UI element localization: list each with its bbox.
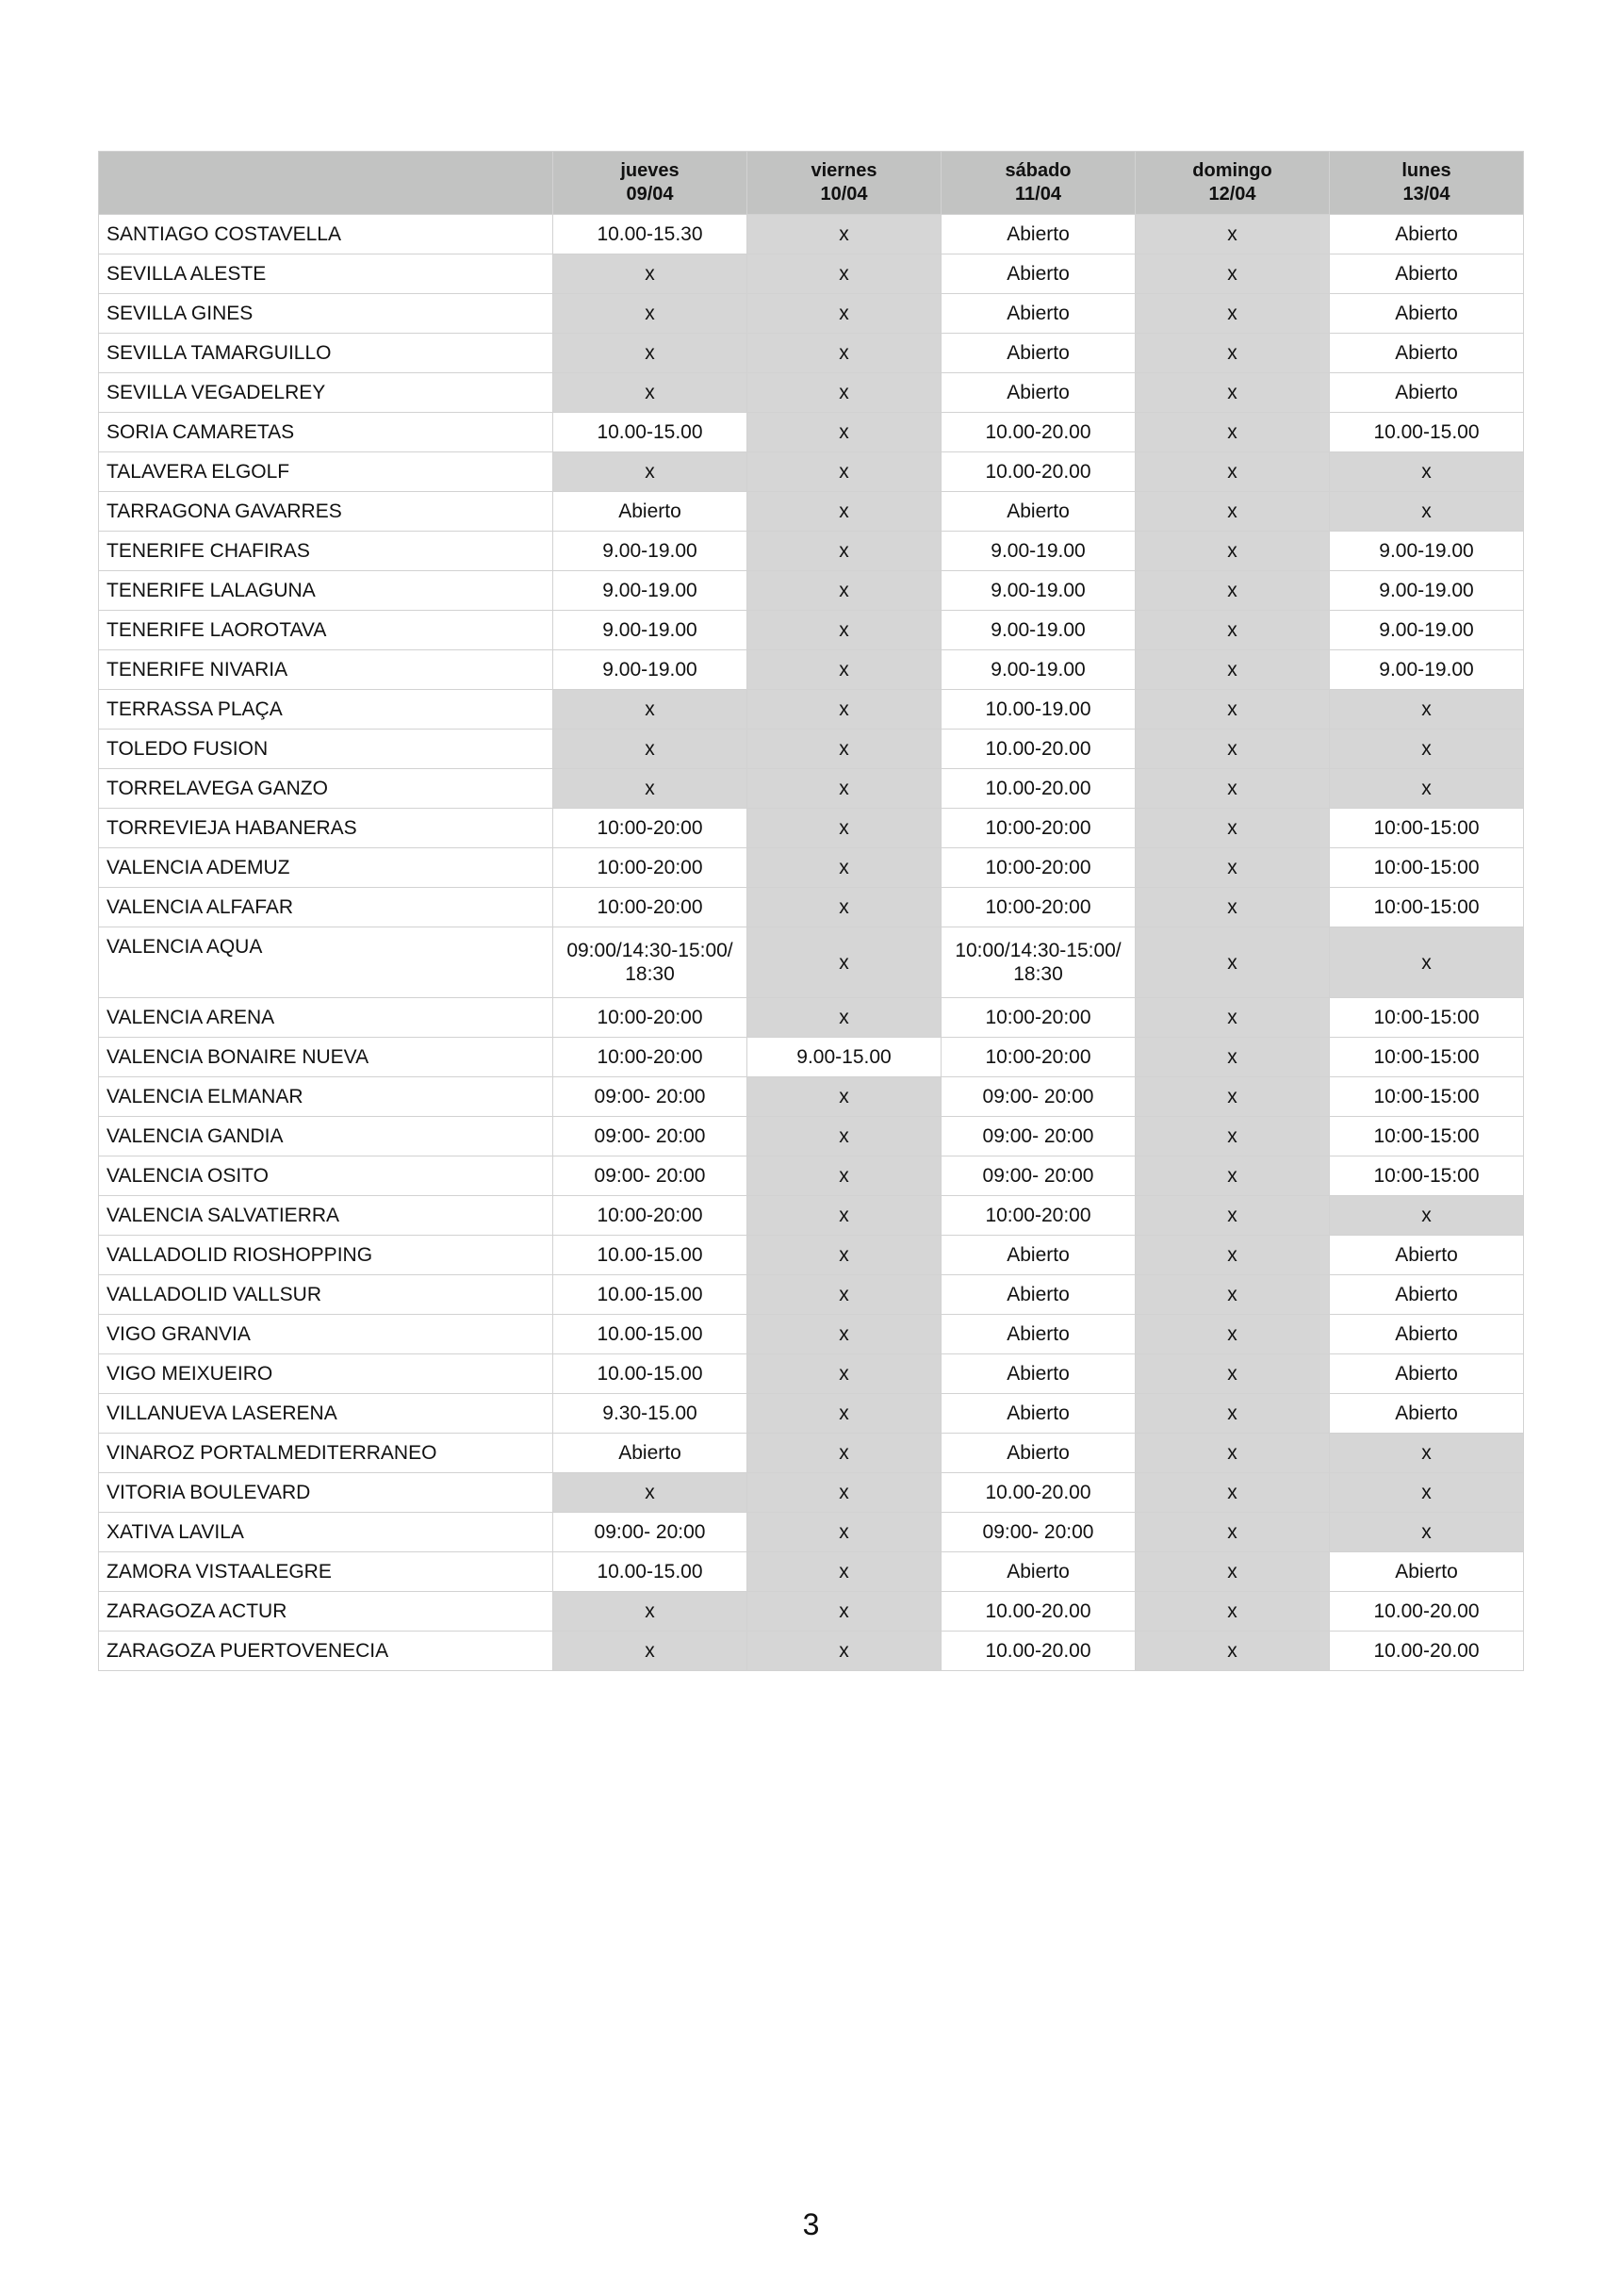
hours-cell: 09:00- 20:00 bbox=[942, 1156, 1136, 1196]
hours-cell: x bbox=[747, 1592, 942, 1632]
hours-cell: 10:00-15:00 bbox=[1330, 1077, 1524, 1117]
store-name-cell: TENERIFE LAOROTAVA bbox=[99, 611, 553, 650]
hours-cell: Abierto bbox=[942, 1236, 1136, 1275]
hours-cell: x bbox=[1330, 927, 1524, 998]
hours-cell: 10.00-20.00 bbox=[942, 769, 1136, 809]
header-day-date: 11/04 bbox=[1015, 184, 1061, 205]
hours-cell: x bbox=[1136, 690, 1330, 730]
header-store-column bbox=[99, 152, 553, 215]
hours-cell: 9.00-19.00 bbox=[553, 571, 747, 611]
hours-cell: 10:00-15:00 bbox=[1330, 888, 1524, 927]
hours-cell: Abierto bbox=[942, 1354, 1136, 1394]
hours-cell: x bbox=[747, 373, 942, 413]
header-day-name: domingo bbox=[1192, 160, 1272, 181]
table-body bbox=[99, 215, 1524, 1671]
store-name-cell: TALAVERA ELGOLF bbox=[99, 452, 553, 492]
hours-cell: 10.00-20.00 bbox=[942, 1473, 1136, 1513]
hours-cell: 10.00-15.00 bbox=[553, 1354, 747, 1394]
table-row bbox=[99, 1592, 1524, 1632]
header-day-0 bbox=[553, 152, 747, 215]
hours-cell: 10.00-20.00 bbox=[1330, 1632, 1524, 1671]
hours-cell: x bbox=[1136, 650, 1330, 690]
header-day-3 bbox=[1136, 152, 1330, 215]
hours-cell: x bbox=[1136, 730, 1330, 769]
hours-cell: 9.00-19.00 bbox=[1330, 532, 1524, 571]
store-name-cell: TOLEDO FUSION bbox=[99, 730, 553, 769]
hours-cell: x bbox=[1330, 769, 1524, 809]
hours-cell: x bbox=[1136, 1354, 1330, 1394]
hours-cell: x bbox=[747, 294, 942, 334]
hours-cell: 10:00-20:00 bbox=[553, 809, 747, 848]
store-name-cell: ZAMORA VISTAALEGRE bbox=[99, 1552, 553, 1592]
hours-cell: x bbox=[747, 690, 942, 730]
hours-cell: x bbox=[747, 452, 942, 492]
hours-cell: 10.00-15.30 bbox=[553, 215, 747, 254]
hours-cell: x bbox=[1330, 1434, 1524, 1473]
table-row bbox=[99, 254, 1524, 294]
store-name-cell: VALENCIA ADEMUZ bbox=[99, 848, 553, 888]
table-row bbox=[99, 1354, 1524, 1394]
hours-cell: Abierto bbox=[942, 1275, 1136, 1315]
hours-cell: Abierto bbox=[942, 1552, 1136, 1592]
hours-cell: 10.00-15.00 bbox=[553, 1275, 747, 1315]
hours-cell: x bbox=[1136, 888, 1330, 927]
hours-cell: 10:00-20:00 bbox=[942, 809, 1136, 848]
store-name-cell: TARRAGONA GAVARRES bbox=[99, 492, 553, 532]
hours-cell: Abierto bbox=[1330, 1394, 1524, 1434]
table-row bbox=[99, 1315, 1524, 1354]
hours-cell: x bbox=[1136, 1038, 1330, 1077]
hours-cell: x bbox=[747, 1632, 942, 1671]
hours-cell: 10.00-20.00 bbox=[942, 413, 1136, 452]
hours-cell: 09:00- 20:00 bbox=[553, 1156, 747, 1196]
table-row bbox=[99, 532, 1524, 571]
hours-cell: x bbox=[553, 334, 747, 373]
hours-cell: 10.00-15.00 bbox=[553, 1236, 747, 1275]
store-name-cell: TENERIFE CHAFIRAS bbox=[99, 532, 553, 571]
hours-cell: Abierto bbox=[942, 215, 1136, 254]
hours-cell: x bbox=[747, 1552, 942, 1592]
hours-cell: Abierto bbox=[1330, 1315, 1524, 1354]
store-name-cell: SANTIAGO COSTAVELLA bbox=[99, 215, 553, 254]
store-name-cell: VALENCIA SALVATIERRA bbox=[99, 1196, 553, 1236]
hours-cell bbox=[553, 927, 747, 998]
table-row bbox=[99, 413, 1524, 452]
hours-cell: x bbox=[1136, 413, 1330, 452]
hours-cell: x bbox=[1136, 254, 1330, 294]
hours-cell: x bbox=[1136, 848, 1330, 888]
hours-cell: x bbox=[1136, 215, 1330, 254]
hours-cell: x bbox=[747, 1196, 942, 1236]
hours-cell: x bbox=[747, 1394, 942, 1434]
hours-cell: 10:00-20:00 bbox=[942, 848, 1136, 888]
hours-cell: x bbox=[1136, 809, 1330, 848]
hours-cell: 10:00-20:00 bbox=[942, 1196, 1136, 1236]
table-row bbox=[99, 690, 1524, 730]
store-name-cell: TERRASSA PLAÇA bbox=[99, 690, 553, 730]
table-row bbox=[99, 334, 1524, 373]
hours-cell: x bbox=[1136, 1315, 1330, 1354]
hours-cell: 10:00-20:00 bbox=[553, 888, 747, 927]
store-name-cell: VALENCIA AQUA bbox=[99, 927, 553, 998]
hours-cell: x bbox=[747, 1513, 942, 1552]
store-name-cell: VALLADOLID VALLSUR bbox=[99, 1275, 553, 1315]
hours-cell: x bbox=[747, 1236, 942, 1275]
hours-cell: 10.00-20.00 bbox=[942, 1632, 1136, 1671]
hours-cell: x bbox=[747, 650, 942, 690]
hours-cell: 10:00-20:00 bbox=[942, 1038, 1136, 1077]
store-name-cell: VITORIA BOULEVARD bbox=[99, 1473, 553, 1513]
hours-cell: x bbox=[1136, 1275, 1330, 1315]
table-row bbox=[99, 1196, 1524, 1236]
hours-cell: Abierto bbox=[942, 1394, 1136, 1434]
header-day-date: 13/04 bbox=[1402, 184, 1450, 205]
store-name-cell: VINAROZ PORTALMEDITERRANEO bbox=[99, 1434, 553, 1473]
hours-cell: 10:00-15:00 bbox=[1330, 1117, 1524, 1156]
hours-cell: 10:00-20:00 bbox=[553, 1038, 747, 1077]
header-day-name: jueves bbox=[620, 160, 680, 181]
hours-cell: Abierto bbox=[553, 492, 747, 532]
hours-cell: 09:00- 20:00 bbox=[553, 1513, 747, 1552]
hours-cell: x bbox=[553, 254, 747, 294]
table-row bbox=[99, 294, 1524, 334]
hours-cell: 9.00-19.00 bbox=[1330, 611, 1524, 650]
store-hours-table bbox=[98, 151, 1524, 1671]
hours-cell-line: 18:30 bbox=[1013, 963, 1063, 985]
hours-cell: x bbox=[747, 809, 942, 848]
store-name-cell: TORREVIEJA HABANERAS bbox=[99, 809, 553, 848]
table-row bbox=[99, 1236, 1524, 1275]
hours-cell: x bbox=[1330, 492, 1524, 532]
header-day-name: sábado bbox=[1005, 160, 1072, 181]
hours-cell: 9.30-15.00 bbox=[553, 1394, 747, 1434]
hours-cell: 10.00-20.00 bbox=[942, 730, 1136, 769]
table-row bbox=[99, 452, 1524, 492]
hours-cell: 09:00- 20:00 bbox=[942, 1513, 1136, 1552]
hours-cell: x bbox=[1330, 730, 1524, 769]
hours-cell: x bbox=[1136, 769, 1330, 809]
hours-cell: Abierto bbox=[1330, 1275, 1524, 1315]
hours-cell: 10:00-20:00 bbox=[553, 998, 747, 1038]
hours-cell: x bbox=[1136, 1196, 1330, 1236]
store-name-cell: VALLADOLID RIOSHOPPING bbox=[99, 1236, 553, 1275]
hours-cell: x bbox=[1330, 452, 1524, 492]
store-name-cell: VALENCIA OSITO bbox=[99, 1156, 553, 1196]
hours-cell: x bbox=[1330, 1473, 1524, 1513]
hours-cell: x bbox=[1136, 1117, 1330, 1156]
table-row bbox=[99, 1632, 1524, 1671]
hours-cell: 9.00-19.00 bbox=[942, 611, 1136, 650]
hours-cell: x bbox=[747, 611, 942, 650]
hours-cell: x bbox=[747, 1315, 942, 1354]
hours-cell: x bbox=[1136, 334, 1330, 373]
hours-cell-line: 18:30 bbox=[625, 963, 675, 985]
table-row bbox=[99, 215, 1524, 254]
table-row bbox=[99, 730, 1524, 769]
hours-cell: Abierto bbox=[1330, 254, 1524, 294]
header-day-date: 09/04 bbox=[626, 184, 674, 205]
hours-cell: Abierto bbox=[1330, 373, 1524, 413]
hours-cell: 10.00-20.00 bbox=[942, 1592, 1136, 1632]
hours-cell: x bbox=[747, 1275, 942, 1315]
hours-cell: x bbox=[747, 215, 942, 254]
hours-cell: x bbox=[1136, 1394, 1330, 1434]
hours-cell: x bbox=[747, 1473, 942, 1513]
hours-cell: Abierto bbox=[942, 294, 1136, 334]
hours-cell-line: 10:00/14:30-15:00/ bbox=[955, 940, 1122, 961]
hours-cell: x bbox=[747, 888, 942, 927]
hours-cell: 10:00-15:00 bbox=[1330, 1038, 1524, 1077]
hours-cell: x bbox=[553, 730, 747, 769]
hours-cell: 9.00-15.00 bbox=[747, 1038, 942, 1077]
hours-cell: x bbox=[747, 1077, 942, 1117]
header-day-4 bbox=[1330, 152, 1524, 215]
header-day-date: 12/04 bbox=[1208, 184, 1256, 205]
table-row bbox=[99, 1275, 1524, 1315]
hours-cell: 10.00-15.00 bbox=[553, 1315, 747, 1354]
hours-cell: x bbox=[1136, 532, 1330, 571]
store-name-cell: ZARAGOZA ACTUR bbox=[99, 1592, 553, 1632]
hours-cell: x bbox=[1136, 492, 1330, 532]
hours-cell: x bbox=[553, 769, 747, 809]
hours-cell: Abierto bbox=[1330, 215, 1524, 254]
hours-cell: Abierto bbox=[942, 492, 1136, 532]
hours-cell: 9.00-19.00 bbox=[1330, 571, 1524, 611]
hours-cell: Abierto bbox=[942, 1434, 1136, 1473]
hours-cell: x bbox=[1136, 1513, 1330, 1552]
table-row bbox=[99, 888, 1524, 927]
hours-cell: Abierto bbox=[942, 1315, 1136, 1354]
store-name-cell: VALENCIA ARENA bbox=[99, 998, 553, 1038]
hours-cell: 10.00-19.00 bbox=[942, 690, 1136, 730]
hours-cell: 9.00-19.00 bbox=[553, 611, 747, 650]
header-day-2 bbox=[942, 152, 1136, 215]
hours-cell: x bbox=[747, 413, 942, 452]
hours-cell: x bbox=[553, 1592, 747, 1632]
hours-cell: x bbox=[1136, 1632, 1330, 1671]
header-day-date: 10/04 bbox=[820, 184, 868, 205]
header-day-name: viernes bbox=[811, 160, 877, 181]
hours-cell: x bbox=[747, 848, 942, 888]
hours-cell: x bbox=[553, 294, 747, 334]
schedule-table-container bbox=[98, 151, 1523, 1671]
hours-cell: x bbox=[1136, 1434, 1330, 1473]
hours-cell: Abierto bbox=[1330, 1552, 1524, 1592]
hours-cell: 9.00-19.00 bbox=[1330, 650, 1524, 690]
hours-cell: x bbox=[553, 690, 747, 730]
hours-cell: 10.00-20.00 bbox=[1330, 1592, 1524, 1632]
hours-cell: x bbox=[1136, 571, 1330, 611]
hours-cell: x bbox=[747, 334, 942, 373]
hours-cell: Abierto bbox=[1330, 294, 1524, 334]
table-row bbox=[99, 611, 1524, 650]
hours-cell: x bbox=[747, 492, 942, 532]
hours-cell: x bbox=[1136, 1552, 1330, 1592]
hours-cell: 10:00-15:00 bbox=[1330, 998, 1524, 1038]
hours-cell: x bbox=[1136, 294, 1330, 334]
store-name-cell: VIGO GRANVIA bbox=[99, 1315, 553, 1354]
hours-cell: 10:00-15:00 bbox=[1330, 1156, 1524, 1196]
store-name-cell: SORIA CAMARETAS bbox=[99, 413, 553, 452]
table-row bbox=[99, 1038, 1524, 1077]
hours-cell: x bbox=[1136, 611, 1330, 650]
table-row bbox=[99, 848, 1524, 888]
header-row bbox=[99, 152, 1524, 215]
store-name-cell: VILLANUEVA LASERENA bbox=[99, 1394, 553, 1434]
hours-cell: x bbox=[747, 1434, 942, 1473]
hours-cell bbox=[942, 927, 1136, 998]
hours-cell: 10:00-20:00 bbox=[942, 888, 1136, 927]
hours-cell: 09:00- 20:00 bbox=[942, 1077, 1136, 1117]
hours-cell: x bbox=[1330, 1196, 1524, 1236]
hours-cell: x bbox=[553, 452, 747, 492]
store-name-cell: SEVILLA ALESTE bbox=[99, 254, 553, 294]
table-row bbox=[99, 927, 1524, 998]
store-name-cell: TORRELAVEGA GANZO bbox=[99, 769, 553, 809]
hours-cell: Abierto bbox=[1330, 1236, 1524, 1275]
table-row bbox=[99, 769, 1524, 809]
store-name-cell: XATIVA LAVILA bbox=[99, 1513, 553, 1552]
hours-cell: Abierto bbox=[942, 334, 1136, 373]
store-name-cell: VALENCIA GANDIA bbox=[99, 1117, 553, 1156]
hours-cell: x bbox=[747, 1354, 942, 1394]
hours-cell: x bbox=[747, 1156, 942, 1196]
hours-cell: Abierto bbox=[1330, 334, 1524, 373]
table-row bbox=[99, 1156, 1524, 1196]
hours-cell: 10.00-20.00 bbox=[942, 452, 1136, 492]
header-day-1 bbox=[747, 152, 942, 215]
table-row bbox=[99, 1513, 1524, 1552]
hours-cell: x bbox=[747, 1117, 942, 1156]
store-name-cell: TENERIFE NIVARIA bbox=[99, 650, 553, 690]
hours-cell: Abierto bbox=[1330, 1354, 1524, 1394]
hours-cell: 10:00-15:00 bbox=[1330, 848, 1524, 888]
hours-cell: x bbox=[553, 1473, 747, 1513]
table-row bbox=[99, 809, 1524, 848]
hours-cell: Abierto bbox=[942, 373, 1136, 413]
hours-cell: x bbox=[1330, 1513, 1524, 1552]
hours-cell: x bbox=[747, 998, 942, 1038]
table-row bbox=[99, 492, 1524, 532]
table-row bbox=[99, 1434, 1524, 1473]
header-day-name: lunes bbox=[1401, 160, 1451, 181]
hours-cell: x bbox=[1136, 1156, 1330, 1196]
store-name-cell: VIGO MEIXUEIRO bbox=[99, 1354, 553, 1394]
hours-cell: 10:00-20:00 bbox=[942, 998, 1136, 1038]
store-name-cell: SEVILLA VEGADELREY bbox=[99, 373, 553, 413]
table-row bbox=[99, 998, 1524, 1038]
hours-cell: x bbox=[553, 373, 747, 413]
hours-cell: x bbox=[747, 532, 942, 571]
hours-cell-line: 09:00/14:30-15:00/ bbox=[566, 940, 733, 961]
hours-cell: 10.00-15.00 bbox=[553, 413, 747, 452]
hours-cell: 09:00- 20:00 bbox=[553, 1117, 747, 1156]
store-name-cell: VALENCIA ALFAFAR bbox=[99, 888, 553, 927]
store-name-cell: SEVILLA GINES bbox=[99, 294, 553, 334]
hours-cell: 9.00-19.00 bbox=[942, 571, 1136, 611]
hours-cell: 09:00- 20:00 bbox=[942, 1117, 1136, 1156]
store-name-cell: VALENCIA BONAIRE NUEVA bbox=[99, 1038, 553, 1077]
store-name-cell: VALENCIA ELMANAR bbox=[99, 1077, 553, 1117]
hours-cell: 10:00-20:00 bbox=[553, 1196, 747, 1236]
table-row bbox=[99, 1077, 1524, 1117]
hours-cell: Abierto bbox=[942, 254, 1136, 294]
hours-cell: x bbox=[747, 254, 942, 294]
table-row bbox=[99, 650, 1524, 690]
store-name-cell: TENERIFE LALAGUNA bbox=[99, 571, 553, 611]
hours-cell: 9.00-19.00 bbox=[553, 532, 747, 571]
hours-cell: x bbox=[1136, 1077, 1330, 1117]
hours-cell: 10:00-20:00 bbox=[553, 848, 747, 888]
hours-cell: x bbox=[1136, 373, 1330, 413]
store-name-cell: ZARAGOZA PUERTOVENECIA bbox=[99, 1632, 553, 1671]
hours-cell: 10.00-15.00 bbox=[553, 1552, 747, 1592]
hours-cell: x bbox=[1330, 690, 1524, 730]
hours-cell: 10:00-15:00 bbox=[1330, 809, 1524, 848]
hours-cell: x bbox=[1136, 452, 1330, 492]
hours-cell: x bbox=[747, 730, 942, 769]
hours-cell: 9.00-19.00 bbox=[942, 650, 1136, 690]
table-row bbox=[99, 1473, 1524, 1513]
hours-cell: x bbox=[1136, 998, 1330, 1038]
hours-cell: 10.00-15.00 bbox=[1330, 413, 1524, 452]
hours-cell: x bbox=[747, 769, 942, 809]
page-number: 3 bbox=[802, 2207, 820, 2241]
hours-cell: x bbox=[747, 571, 942, 611]
table-row bbox=[99, 1552, 1524, 1592]
hours-cell: x bbox=[747, 927, 942, 998]
hours-cell: x bbox=[1136, 1473, 1330, 1513]
store-name-cell: SEVILLA TAMARGUILLO bbox=[99, 334, 553, 373]
hours-cell: x bbox=[1136, 927, 1330, 998]
table-row bbox=[99, 1117, 1524, 1156]
table-header bbox=[99, 152, 1524, 215]
table-row bbox=[99, 373, 1524, 413]
table-row bbox=[99, 1394, 1524, 1434]
hours-cell: 09:00- 20:00 bbox=[553, 1077, 747, 1117]
hours-cell: x bbox=[1136, 1236, 1330, 1275]
hours-cell: x bbox=[553, 1632, 747, 1671]
hours-cell: Abierto bbox=[553, 1434, 747, 1473]
hours-cell: x bbox=[1136, 1592, 1330, 1632]
hours-cell: 9.00-19.00 bbox=[942, 532, 1136, 571]
table-row bbox=[99, 571, 1524, 611]
hours-cell: 9.00-19.00 bbox=[553, 650, 747, 690]
